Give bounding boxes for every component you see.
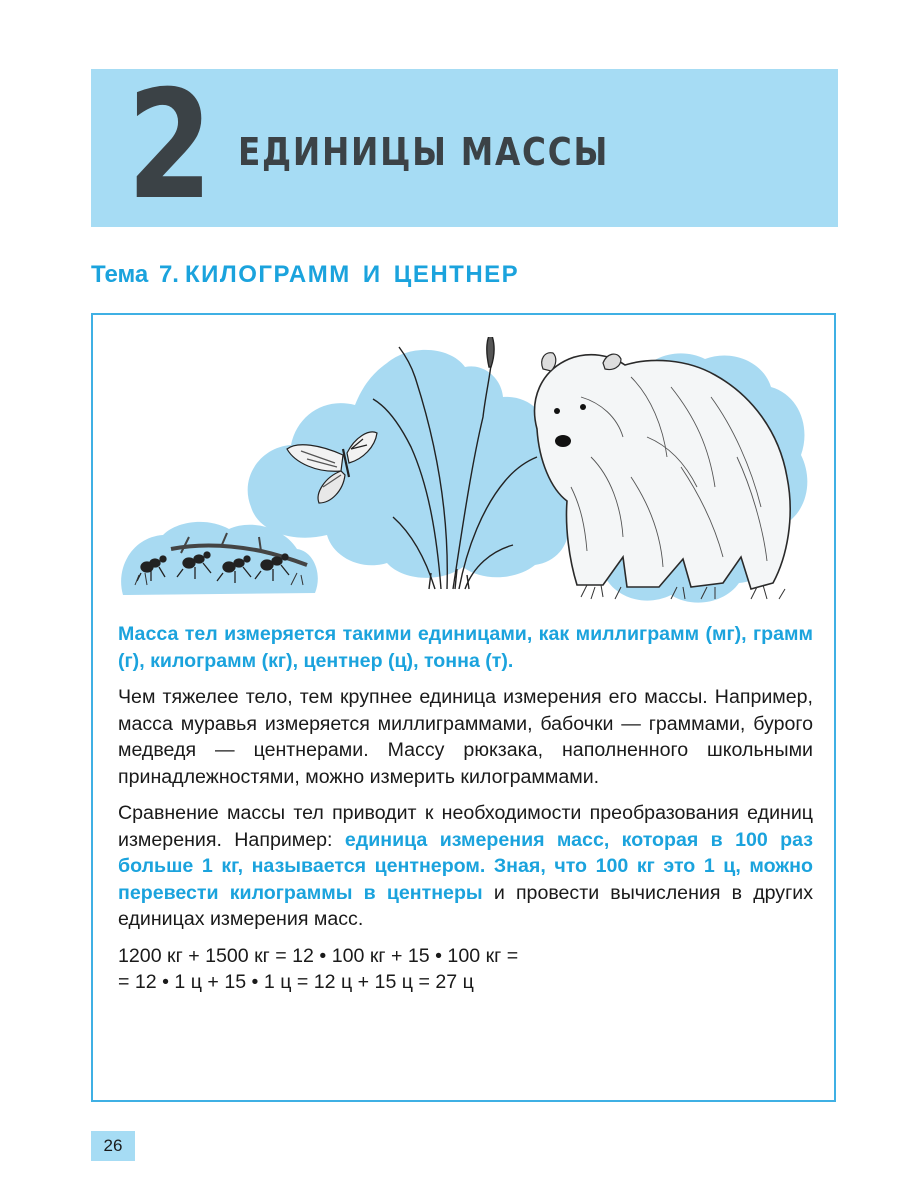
definition-text: Масса тел измеряется такими единицами, как миллиграмм (мг), грамм (г), килограмм (кг), центнер (ц), тонна (т). bbox=[118, 623, 813, 672]
content-box bbox=[91, 313, 836, 1102]
topic-name: КИЛОГРАММ И ЦЕНТНЕР bbox=[184, 261, 520, 288]
page-number-box bbox=[91, 1131, 135, 1161]
paragraph-2-highlight: единица измерения масс, которая в 100 раз больше 1 кг, называется центнером. Зная, что 100 кг это 1 ц, можно перевести килограммы в центнеры bbox=[118, 828, 813, 904]
topic-label: Тема 7. bbox=[91, 261, 179, 288]
chapter-banner bbox=[91, 59, 838, 233]
paragraph-2-end: и провести вычисления в других единицах измерения масс. bbox=[118, 881, 813, 930]
chapter-title: ЕДИНИЦЫ МАССЫ bbox=[238, 130, 610, 174]
illustration bbox=[111, 337, 816, 621]
paragraph-2-start: Сравнение массы тел приводит к необходимости преобразования единиц измерения. Например: bbox=[118, 802, 813, 851]
paragraph-2 bbox=[118, 800, 813, 933]
page-number: 26 bbox=[103, 1136, 123, 1155]
text-area bbox=[118, 621, 813, 996]
chapter-number: 2 bbox=[127, 59, 213, 233]
topic-heading bbox=[91, 258, 519, 292]
math-line-2: = 12 • 1 ц + 15 • 1 ц = 12 ц + 15 ц = 27 ц bbox=[118, 971, 474, 993]
paragraph-1: Чем тяжелее тело, тем крупнее единица измерения его массы. Например, масса муравья измеряется миллиграммами, бабочки — граммами, бурого медведя — центнерами. Массу рюкзака, наполненного школьными принадлежностями, можно измерить килограммами. bbox=[118, 686, 813, 788]
math-line-1: 1200 кг + 1500 кг = 12 • 100 кг + 15 • 100 кг = bbox=[118, 944, 519, 967]
